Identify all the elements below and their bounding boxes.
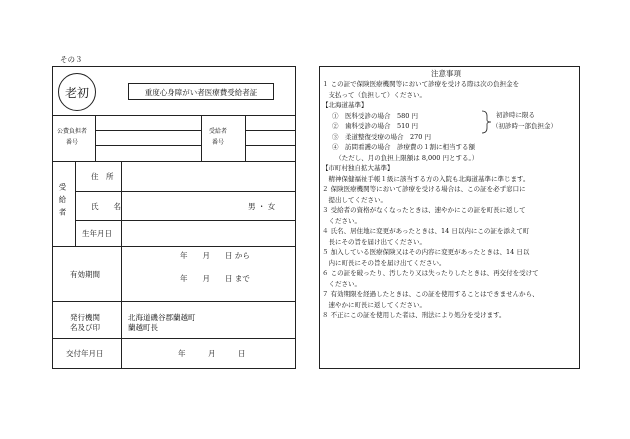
notes-list	[322, 79, 578, 321]
note-line: ください。	[322, 216, 361, 225]
issuer-value-1: 北海道磯谷郡蘭越町	[128, 313, 196, 322]
name-label: 氏 名	[91, 202, 121, 211]
brace-note-2: （初診時一部負担金）	[492, 122, 557, 130]
note-line: ② 歯科受診の場合 510 円	[332, 122, 418, 130]
issuer-label-1: 発行機関	[70, 313, 100, 322]
dob-label: 生年月日	[82, 229, 112, 238]
note-line: ７ 有効期限を経過したときは、この証を使用することはできませんから、	[322, 290, 539, 298]
note-line: 長にその旨を届け出てください。	[322, 237, 426, 246]
note-line: 内に町長にその旨を届け出てください。	[322, 258, 446, 267]
sex-label: 男 ・ 女	[248, 202, 276, 211]
recipient-no-label-1: 受給者	[209, 128, 228, 135]
issuer-value-2: 蘭越町長	[128, 323, 158, 332]
validity-to: 年 月 日 まで	[180, 274, 250, 283]
note-line: 精神保健福祉手帳１級に該当する方の入院も北海道基準に準じます。	[322, 174, 530, 183]
note-line: ４ 氏名、居住地に変更があったときは、14 日以内にこの証を添えて町	[322, 227, 530, 235]
note-line: 支払って（負担して）ください。	[322, 90, 426, 99]
payer-label-1: 公費負担者	[57, 128, 88, 135]
note-line: 【北海道基準】	[322, 101, 368, 109]
payer-label-2: 番号	[66, 139, 79, 146]
note-line: ③ 柔道整復受療の場合 270 円	[332, 132, 431, 141]
card-title-box	[128, 83, 274, 100]
issuer-label-2: 名及び印	[70, 323, 100, 332]
note-line: ください。	[322, 279, 361, 288]
note-line: 【市町村独自拡大基準】	[322, 164, 394, 172]
page-label: その３	[60, 55, 83, 64]
stamp-text: 老初	[64, 86, 89, 100]
note-line: ① 医科受診の場合 580 円	[332, 111, 418, 120]
note-line: ６ この証を破ったり、汚したり又は失ったりしたときは、再交付を受けて	[322, 269, 539, 277]
issued-date-label: 交付年月日	[66, 349, 104, 358]
address-label: 住 所	[91, 172, 114, 181]
brace-note-1: 初診時に限る	[496, 111, 535, 119]
stamp-circle	[58, 73, 96, 111]
card-title: 重度心身障がい者医療費受給者証	[144, 88, 258, 97]
note-line: ８ 不正にこの証を使用した者は、刑法により処分を受けます。	[322, 311, 506, 319]
note-line: １ この証で保険医療機関等において診療を受ける際は次の負担金を	[322, 80, 520, 88]
note-line: （ただし、月の負担上限額は 8,000 円とする。）	[332, 153, 479, 162]
note-line: ５ 加入している医療保険又はその内容に変更があったときは、14 日以	[322, 248, 530, 256]
note-line: 提出してください。	[322, 195, 387, 204]
validity-label: 有効期間	[70, 270, 100, 279]
note-line: ２ 保険医療機関等において診療を受ける場合は、この証を必ず窓口に	[322, 185, 526, 193]
note-line: ④ 訪問看護の場合 診療費の１割に相当する額	[332, 143, 475, 151]
issued-date-value: 年 月 日	[178, 349, 246, 358]
notes-title: 注意事項	[431, 69, 461, 78]
note-line: 速やかに町長に返してください。	[322, 300, 426, 309]
validity-from: 年 月 日 から	[180, 251, 250, 260]
recipient-no-label-2: 番号	[212, 139, 225, 146]
note-line: ３ 受給者の資格がなくなったときは、速やかにこの証を町長に返して	[322, 206, 526, 214]
recipient-side-label: 受給者	[58, 183, 67, 221]
